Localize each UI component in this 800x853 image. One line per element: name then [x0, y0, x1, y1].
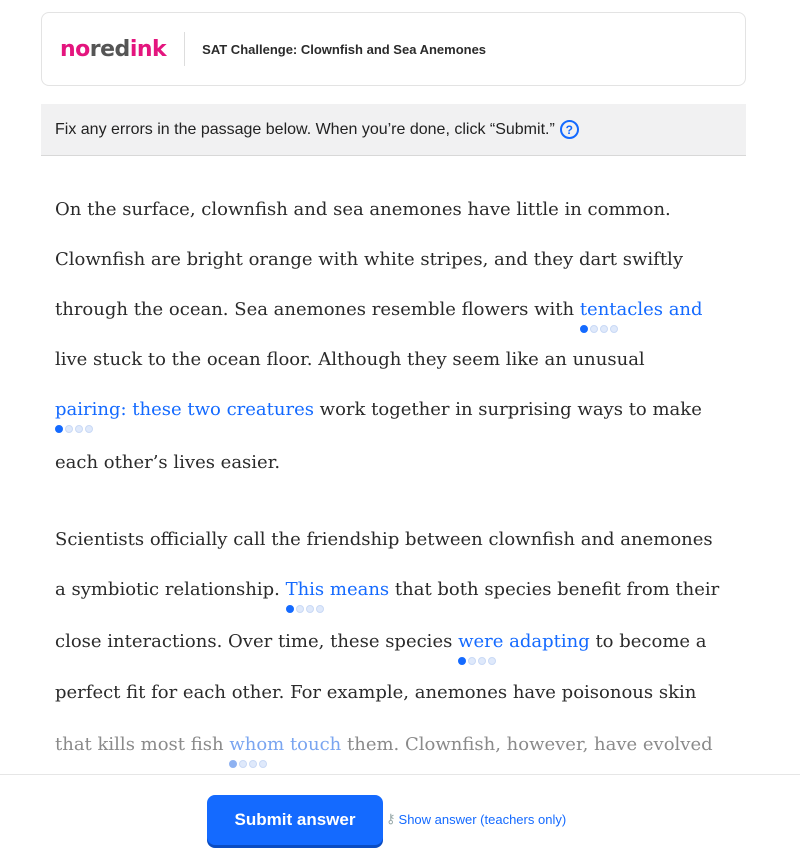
passage-line: [55, 627, 707, 657]
progress-dot: [75, 425, 83, 433]
passage-line: [55, 448, 280, 478]
passage-text: Scientists officially call the friendship between clownfish and anemones: [55, 529, 713, 550]
question-circle-icon[interactable]: ?: [560, 120, 579, 139]
passage-line: [55, 195, 671, 225]
editable-phrase-pairing[interactable]: [55, 399, 314, 420]
progress-dot: [65, 425, 73, 433]
progress-dots: [55, 424, 93, 434]
editable-phrase-were-adapting[interactable]: [458, 631, 590, 652]
header-card: [41, 12, 746, 86]
passage-line: [55, 295, 703, 325]
show-answer-label: Show answer (teachers only): [398, 811, 567, 827]
passage-text: work together in surprising ways to make: [313, 399, 702, 420]
progress-dot: [610, 325, 618, 333]
progress-dot: [600, 325, 608, 333]
passage-text: live stuck to the ocean floor. Although they seem like an unusual: [55, 349, 645, 370]
logo-part-no: no: [60, 36, 90, 62]
passage-line: [55, 245, 683, 275]
progress-dot: [478, 657, 486, 665]
passage-text: a symbiotic relationship.: [55, 579, 286, 600]
editable-phrase-text: were adapting: [458, 631, 590, 652]
passage-text: them. Clownfish, however, have evolved: [341, 734, 713, 755]
editable-phrase-text: tentacles and: [579, 299, 703, 320]
passage-text: Clownfish are bright orange with white stripes, and they dart swiftly: [55, 249, 683, 270]
editable-phrase-text: This means: [285, 579, 390, 600]
submit-answer-button[interactable]: Submit answer: [207, 795, 383, 845]
instructions-text: Fix any errors in the passage below. When you’re done, click “Submit.”: [55, 120, 555, 138]
key-icon: ⚷: [386, 811, 396, 826]
passage-text: that both species benefit from their: [389, 579, 720, 600]
progress-dots: [229, 759, 267, 769]
passage-line: [55, 525, 713, 555]
progress-dots: [458, 656, 496, 666]
editable-phrase-tentacles-and[interactable]: [580, 299, 703, 320]
assignment-title: SAT Challenge: Clownfish and Sea Anemones: [202, 41, 487, 57]
progress-dot: [249, 760, 257, 768]
passage-line: [55, 345, 645, 375]
progress-dot: [590, 325, 598, 333]
passage-line: [55, 575, 719, 605]
editable-phrase-text: pairing: these two creatures: [55, 399, 314, 420]
logo-part-ink: ink: [129, 36, 167, 62]
passage-line: [55, 395, 702, 425]
progress-dots: [580, 324, 618, 334]
passage-text: to become a: [589, 631, 707, 652]
logo-part-red: red: [89, 36, 130, 62]
progress-dot: [296, 605, 304, 613]
progress-dot: [468, 657, 476, 665]
passage-text: perfect fit for each other. For example, anemones have poisonous skin: [55, 682, 697, 703]
progress-dot: [458, 657, 466, 665]
show-answer-link[interactable]: [386, 811, 566, 827]
passage-line: [55, 730, 713, 760]
passage-text: close interactions. Over time, these species: [55, 631, 459, 652]
progress-dot: [580, 325, 588, 333]
noredink-logo[interactable]: [60, 37, 166, 62]
editable-phrase-whom-touch[interactable]: [229, 734, 341, 755]
progress-dot: [286, 605, 294, 613]
editable-phrase-this-means[interactable]: [286, 579, 390, 600]
editable-phrase-text: whom touch: [229, 734, 342, 755]
progress-dot: [259, 760, 267, 768]
progress-dot: [239, 760, 247, 768]
progress-dot: [229, 760, 237, 768]
footer-bar: [0, 774, 800, 853]
instructions-bar: [41, 104, 746, 156]
progress-dot: [306, 605, 314, 613]
passage-text: through the ocean. Sea anemones resemble flowers with: [55, 299, 580, 320]
passage-text: each other’s lives easier.: [55, 452, 281, 473]
header-divider: [184, 32, 185, 66]
passage-text: that kills most fish: [55, 734, 230, 755]
progress-dots: [286, 604, 324, 614]
progress-dot: [55, 425, 63, 433]
progress-dot: [488, 657, 496, 665]
progress-dot: [316, 605, 324, 613]
progress-dot: [85, 425, 93, 433]
passage-text: On the surface, clownfish and sea anemones have little in common.: [55, 199, 671, 220]
passage-line: [55, 678, 696, 708]
